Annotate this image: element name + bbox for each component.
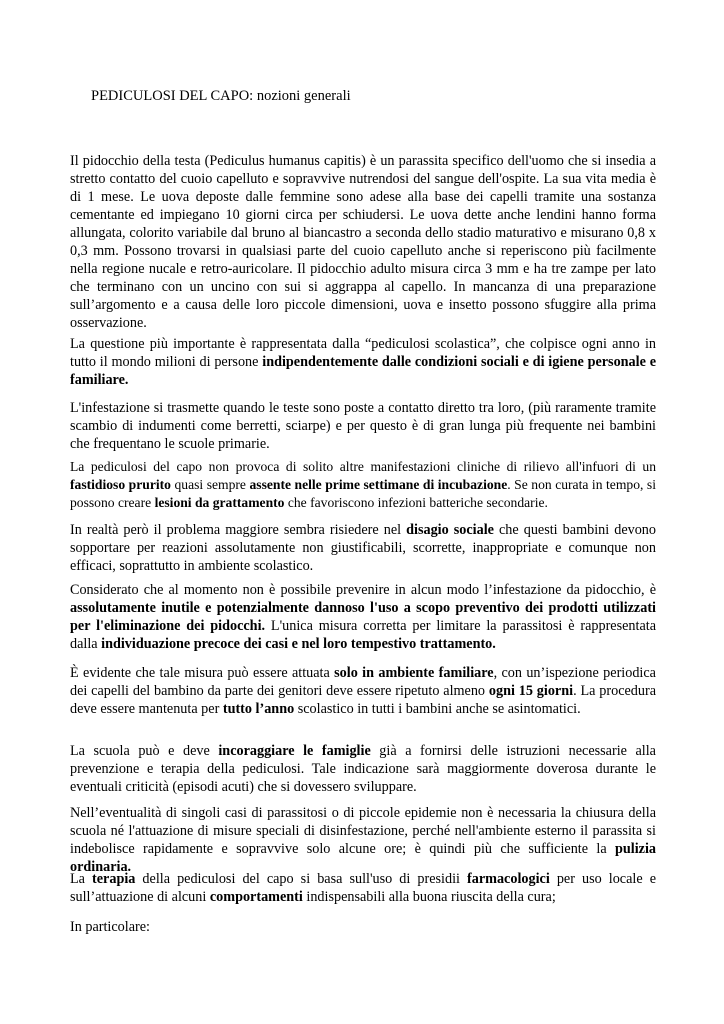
paragraph-trasmissione xyxy=(70,399,656,453)
text-segment: Nell’eventualità di singoli casi di parassitosi o di piccole epidemie non è necessaria la chiusura della scuola né l'attuazione di misure speciali di disinfestazione, perché nell'ambiente esterno il parassita si indebolisce rapidamente e sopravvive solo alcune ore; è quindi più che sufficiente la xyxy=(70,805,656,857)
bold-text-segment: disagio sociale xyxy=(406,522,494,538)
text-segment: già a fornirsi delle istruzioni necessarie alla prevenzione e terapia della pediculosi. Tale indicazione sarà maggiormente doverosa durante le eventuali criticità (episodi acuti) che si dovessero sviluppare. xyxy=(70,743,656,795)
paragraph-prevenzione xyxy=(70,581,656,653)
text-segment: scolastico in tutti i bambini anche se asintomatici. xyxy=(294,701,581,717)
bold-text-segment: assolutamente inutile e potenzialmente dannoso l'uso a scopo preventivo dei prodotti utilizzati per l'eliminazione dei pidocchi. xyxy=(70,600,656,634)
text-segment: In realtà però il problema maggiore sembra risiedere nel xyxy=(70,522,407,538)
paragraph-sintomi xyxy=(70,458,656,512)
text-segment: che favoriscono infezioni batteriche secondarie. xyxy=(284,495,548,510)
bold-text-segment: farmacologici xyxy=(467,871,550,887)
paragraph-ruolo-scuola xyxy=(70,742,656,796)
bold-text-segment: assente nelle prime settimane di incubazione xyxy=(249,477,508,492)
text-segment: . La procedura deve essere mantenuta per xyxy=(70,683,656,717)
text-segment: La xyxy=(70,871,93,887)
bold-text-segment: fastidioso prurito xyxy=(70,477,171,492)
paragraph-disagio-sociale xyxy=(70,521,656,575)
paragraph-ispezione-familiare xyxy=(70,664,656,718)
text-segment: della pediculosi del capo si basa sull'uso di presidii xyxy=(135,871,468,887)
text-segment: È evidente che tale misura può essere attuata xyxy=(70,665,335,681)
paragraph-terapia xyxy=(70,870,656,906)
paragraph-pulizia-ordinaria xyxy=(70,804,656,876)
text-segment: La questione più importante è rappresentata dalla “pediculosi scolastica”, che colpisce ogni anno in tutto il mondo milioni di persone xyxy=(70,336,656,370)
text-segment: . Se non curata in tempo, si possono creare xyxy=(70,477,656,510)
document-title: PEDICULOSI DEL CAPO: nozioni generali xyxy=(91,88,351,104)
text-segment: quasi sempre xyxy=(170,477,250,492)
bold-text-segment: lesioni da grattamento xyxy=(154,495,285,510)
text-segment: per uso locale e sull’attuazione di alcuni xyxy=(70,871,657,905)
bold-text-segment: individuazione precoce dei casi e nel loro tempestivo trattamento. xyxy=(101,636,496,652)
text-segment: che questi bambini devono sopportare per reazioni assolutamente non giustificabili, scorrette, inappropriate e comunque non efficaci, soprattutto in ambiente scolastico. xyxy=(70,522,656,574)
text-segment: L'infestazione si trasmette quando le teste sono poste a contatto diretto tra loro, (più raramente tramite scambio di indumenti come berretti, sciarpe) e per questo è di gran lunga più frequente nei bambini che frequentano le scuole primarie. xyxy=(70,400,656,452)
bold-text-segment: pulizia ordinaria. xyxy=(70,841,656,875)
bold-text-segment: solo in ambiente familiare xyxy=(334,665,494,681)
text-segment: Considerato che al momento non è possibile prevenire in alcun modo l’infestazione da pidocchio, è xyxy=(70,582,656,598)
text-segment: L'unica misura corretta per limitare la parassitosi è rappresentata dalla xyxy=(70,618,656,652)
bold-text-segment: comportamenti xyxy=(209,889,303,905)
text-segment: indispensabili alla buona riuscita della cura; xyxy=(302,889,556,905)
text-segment: In particolare: xyxy=(70,919,150,935)
text-segment: , con un’ispezione periodica dei capelli del bambino da parte dei genitori deve essere ripetuto almeno xyxy=(70,665,656,699)
text-segment: Il pidocchio della testa (Pediculus humanus capitis) è un parassita specifico dell'uomo che si insedia a stretto contatto del cuoio capelluto e sopravvive nutrendosi del sangue dell'ospite. La sua vita media è di 1 mese. Le uova deposte dalle femmine sono adese alla base dei capelli tramite una sostanza cementante ed impiegano 10 giorni circa per schiudersi. Le uova dette anche lendini hanno forma allungata, colorito variabile dal bruno al biancastro a seconda dello stadio maturativo e misurano 0,8 x 0,3 mm. Possono trovarsi in qualsiasi parte del cuoio capelluto anche si reperiscono più facilmente nella regione nucale e retro-auricolare. Il pidocchio adulto misura circa 3 mm e ha tre zampe per lato che terminano con un uncino con sui si aggrappa al capello. In mancanza di una preparazione sull’argomento e a causa delle loro piccole dimensioni, uova e insetto possono sfuggire alla prima osservazione. xyxy=(70,153,656,331)
bold-text-segment: terapia xyxy=(92,871,136,887)
bold-text-segment: tutto l’anno xyxy=(222,701,295,717)
text-segment: La scuola può e deve xyxy=(70,743,219,759)
bold-text-segment: incoraggiare le famiglie xyxy=(218,743,371,759)
paragraph-in-particolare xyxy=(70,918,656,936)
paragraph-pediculosi-scolastica xyxy=(70,335,656,389)
paragraph-pidocchio-description xyxy=(70,152,656,332)
text-segment: La pediculosi del capo non provoca di solito altre manifestazioni cliniche di rilievo all'infuori di un xyxy=(70,459,656,474)
bold-text-segment: ogni 15 giorni xyxy=(488,683,574,699)
bold-text-segment: indipendentemente dalle condizioni sociali e di igiene personale e familiare. xyxy=(70,354,656,388)
